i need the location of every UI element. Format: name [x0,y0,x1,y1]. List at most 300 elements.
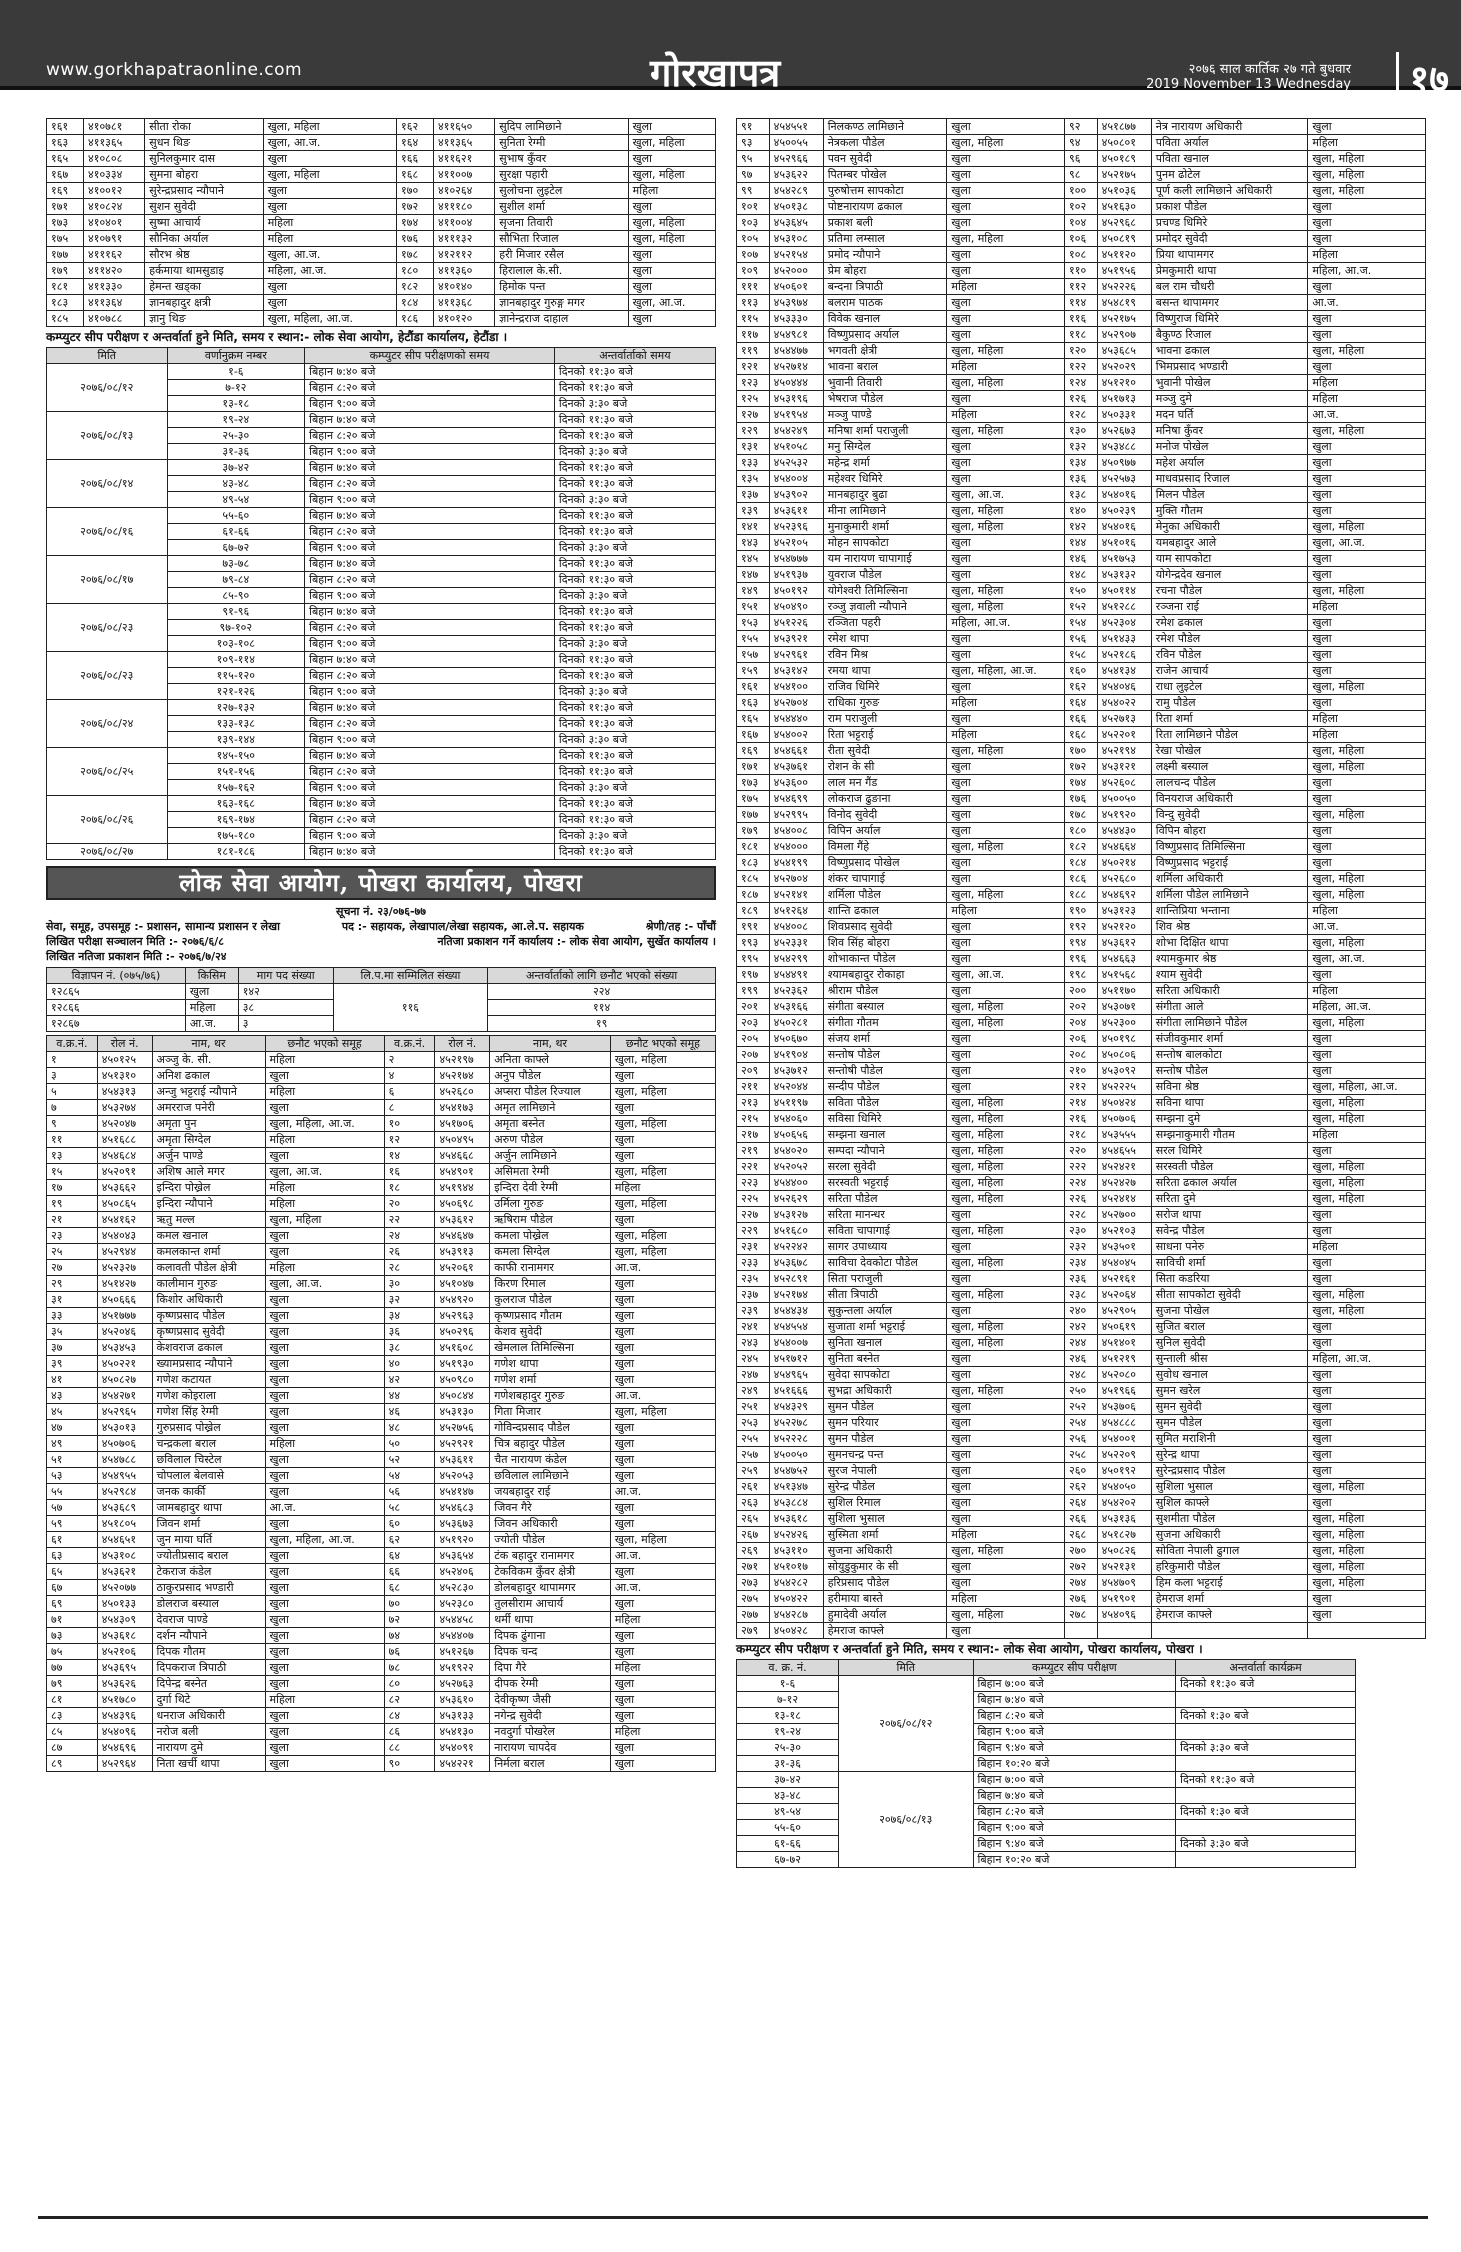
pokhara-cell: खुला, महिला [947,231,1065,247]
pokhara-cell: गणेश शर्मा [490,1372,611,1388]
pokhara-cell: ४५१२१० [1097,375,1151,391]
pokhara-cell: २०२ [1065,999,1098,1015]
pokhara-cell: मिलन पौडेल [1151,487,1308,503]
table-row [47,556,716,572]
pokhara-cell: शान्तिप्रिया भन्ताना [1151,903,1308,919]
hetauda-cell: खुला [628,199,715,215]
pokhara-cell: छविलाल लामिछाने [490,1468,611,1484]
pokhara-cell: ४५२३९६ [769,519,823,535]
pokhara-cell: १७३ [737,775,770,791]
pokhara-cell: भुवानी तिवारी [823,375,947,391]
pokhara-results-table-right [736,118,1426,1639]
pokhara-schedule-table [736,1659,1356,1868]
pokhara-cell: ७७ [47,1660,98,1676]
hetauda-cell: ४१०७८१ [84,119,145,135]
pokhara-cell: ४५४४३४ [769,1303,823,1319]
pokhara-cell: ४५३९०२ [769,487,823,503]
pokhara-cell: सवेन्द्र पौडेल [1151,1223,1308,1239]
schedule-date-cell: २०७६/०८/१७ [47,556,168,604]
pokhara-cell: १७७ [737,807,770,823]
pokhara-cell: ४३ [47,1388,98,1404]
pokhara-cell: २४३ [737,1335,770,1351]
table-row [737,1575,1426,1591]
pokhara-cell: ७६ [384,1644,435,1660]
pokhara-cell: ४५२२२५ [1097,1079,1151,1095]
pokhara-cell: ४५१९२२ [435,1660,490,1676]
pokhara-cell: १२९ [737,423,770,439]
pokhara-cell: ४५३१६६ [769,999,823,1015]
pokhara-cell: ४५२८९१ [769,1271,823,1287]
hetauda-cell: खुला, महिला [628,231,715,247]
schedule-range-cell: १-६ [167,364,305,380]
schedule-interview-time-cell: दिनको ११:३० बजे [554,764,715,780]
table-row [737,887,1426,903]
table-row [47,1148,716,1164]
pokhara-cell: १४८ [1065,567,1098,583]
schedule-interview-time-cell: दिनको ११:३० बजे [554,620,715,636]
adv-cell: ३ [238,1016,333,1032]
pokhara-cell: खुला [1308,439,1426,455]
pokhara-cell: ४५०६७० [769,1031,823,1047]
pokhara-cell: ४५११२० [1097,247,1151,263]
pokhara-cell: २७ [47,1260,98,1276]
pokhara-cell: ठाकुरप्रसाद भण्डारी [152,1580,265,1596]
pokhara-cell: महिला [1308,247,1426,263]
pokhara-cell: ४५३६९५ [97,1660,152,1676]
pokhara-cell: १६५ [737,711,770,727]
table-row [47,1404,716,1420]
pokhara-cell: प्रमोद न्यौपाने [823,247,947,263]
pokhara-cell: २२६ [1065,1191,1098,1207]
pokhara-cell: १८३ [737,855,770,871]
schedule-range-cell: १५१-१५६ [167,764,305,780]
pokhara-cell: ७३ [47,1628,98,1644]
pokhara-cell: ४५१९२० [1097,807,1151,823]
pokhara-cell: खुला [947,455,1065,471]
pokhara-cell: महिला [1308,983,1426,999]
schedule-skill-time-cell: बिहान ९:०० बजे [305,444,555,460]
pokhara-cell: १०२ [1065,199,1098,215]
pokhara-cell: ४५१०१६ [1097,535,1151,551]
pokhara-cell: ४५२७०४ [769,871,823,887]
pokhara-cell: ९४ [1065,135,1098,151]
pokhara-cell: १६० [1065,663,1098,679]
pokhara-cell: अञ्जु के. सी. [152,1052,265,1068]
pokhara-cell: खुला [265,1372,384,1388]
hetauda-cell: सुनिता रेग्मी [495,135,628,151]
pokhara-cell: ४५२६२९ [769,1191,823,1207]
pokhara-cell: खुला, महिला [1308,1111,1426,1127]
pokhara-cell: ३० [384,1276,435,1292]
pokhara-cell: मनु सिग्देल [823,439,947,455]
pokhara-cell: विष्णुप्रसाद भट्टराई [1151,855,1308,871]
pokhara-cell: ४५३०१३ [97,1420,152,1436]
pokhara-cell: अशिष आले मगर [152,1164,265,1180]
hetauda-cell: १७९ [47,263,84,279]
hetauda-cell: १८१ [47,279,84,295]
pokhara-cell: गणेशबहादुर गुरुङ [490,1388,611,1404]
pokhara-cell: ४५४०१६ [1097,519,1151,535]
table-row [47,412,716,428]
pokhara-cell: हेमराज काफ्ले [823,1623,947,1639]
pokhara-cell: १४० [1065,503,1098,519]
pokhara-cell: ४५४४३० [1097,823,1151,839]
pokhara-cell: रमया थापा [823,663,947,679]
hetauda-cell: १७७ [47,247,84,263]
column-header: रोल नं. [435,1036,490,1052]
pokhara-cell: ४५४००७ [769,1335,823,1351]
table-row [737,295,1426,311]
hetauda-cell: सीता रोका [145,119,263,135]
pokhara-cell: खुला [265,1420,384,1436]
schedule-range-cell: १३९-१४४ [167,732,305,748]
table-row [737,791,1426,807]
pokhara-cell: खुला, आ.ज. [265,1276,384,1292]
pokhara-cell: खुला [610,1564,715,1580]
hetauda-cell: ४११३६८ [434,295,495,311]
pokhara-cell: ४५२७६३ [435,1676,490,1692]
pokhara-cell: खुला, महिला [947,1255,1065,1271]
pokhara-cell: खुला [947,1031,1065,1047]
pokhara-cell: ४५४१७३ [435,1100,490,1116]
pokhara-cell: ४५३६८५ [1097,343,1151,359]
table-row [47,1260,716,1276]
pokhara-cell: खुला [947,1351,1065,1367]
table-row [737,183,1426,199]
table-row [47,1468,716,1484]
pokhara-cell: ४५४३९६ [97,1708,152,1724]
pokhara-cell: महिला [947,727,1065,743]
pokhara-cell: खुला [1308,231,1426,247]
pokhara-cell: खुला [947,1063,1065,1079]
schedule-skill-time-cell: बिहान ९:०० बजे [973,1724,1176,1740]
pokhara-cell: ४५३६१० [435,1692,490,1708]
pokhara-cell: कृष्णप्रसाद गौतम [490,1308,611,1324]
table-row [47,1660,716,1676]
pokhara-cell: खुला [947,199,1065,215]
hetauda-cell: महिला [263,231,396,247]
pokhara-cell: ४५४१३० [435,1724,490,1740]
pokhara-cell: २३६ [1065,1271,1098,1287]
pokhara-cell: १३६ [1065,471,1098,487]
hetauda-cell: खुला [628,279,715,295]
pokhara-cell: विनोद सुवेदी [823,807,947,823]
pokhara-cell: ४५३१०८ [769,231,823,247]
pokhara-cell: ४५४७५२ [769,1463,823,1479]
pokhara-results-table-left [46,1035,716,1772]
pokhara-cell: ४५२०४७ [97,1116,152,1132]
pokhara-cell: ४५०७०६ [1097,1111,1151,1127]
pokhara-cell: १५२ [1065,599,1098,615]
pokhara-cell: मदन घर्ति [1151,407,1308,423]
pokhara-cell: २४४ [1065,1335,1098,1351]
site-url: www.gorkhapatraonline.com [46,60,303,80]
pokhara-cell: २८ [384,1260,435,1276]
hetauda-cell: १७१ [47,199,84,215]
column-header: कम्प्युटर सीप परीक्षण [973,1660,1176,1676]
pokhara-cell: खुला, महिला [1308,1303,1426,1319]
pokhara-cell: ९६ [1065,151,1098,167]
pokhara-cell: खुला [1308,615,1426,631]
pokhara-cell: खुला [265,1244,384,1260]
hetauda-cell: ४१०७८८ [84,311,145,327]
pokhara-cell: २१३ [737,1095,770,1111]
pokhara-cell: ४५२०२९ [1097,359,1151,375]
pokhara-cell: अनुप पौडेल [490,1068,611,1084]
pokhara-cell: खुला [947,439,1065,455]
schedule-skill-time-cell: बिहान ८:२० बजे [305,716,555,732]
pokhara-cell: ७० [384,1596,435,1612]
pokhara-cell: सुवेदा सापकोटा [823,1367,947,1383]
pokhara-cell: महिला [610,1612,715,1628]
schedule-range-cell: ३७-४२ [167,460,305,476]
pokhara-cell: २४८ [1065,1367,1098,1383]
pokhara-cell: दुर्गा थिटे [152,1692,265,1708]
table-row [737,679,1426,695]
table-row [47,215,716,231]
hetauda-cell: सुष्मा आचार्य [145,215,263,231]
pokhara-cell: ५२ [384,1452,435,1468]
pokhara-cell: १५८ [1065,647,1098,663]
schedule-interview-time-cell: दिनको ११:३० बजे [554,668,715,684]
pokhara-cell: ४५४३१३ [97,1084,152,1100]
pokhara-cell: खुला, महिला [947,519,1065,535]
pokhara-cell: ४५३६४५ [769,215,823,231]
pokhara-cell: सरला सुवेदी [823,1159,947,1175]
table-row [47,231,716,247]
pokhara-cell: १३५ [737,471,770,487]
pokhara-cell: खुला [947,1207,1065,1223]
pokhara-cell: ४५२४०६ [435,1564,490,1580]
pokhara-cell: खुला [947,1447,1065,1463]
pokhara-cell: धनराज अधिकारी [152,1708,265,1724]
pokhara-cell: ४५१४३३ [1097,631,1151,647]
pokhara-cell: ४५२१०६ [97,1644,152,1660]
schedule-range-cell: ४३-४८ [167,476,305,492]
pokhara-cell: सुशिला भुसाल [1151,1479,1308,1495]
pokhara-cell: ४५३६२२ [769,167,823,183]
schedule-skill-time-cell: बिहान ८:२० बजे [305,764,555,780]
pokhara-cell: श्याम सुवेदी [1151,967,1308,983]
pokhara-cell: ४६ [384,1404,435,1420]
pokhara-cell: ७२ [384,1612,435,1628]
table-row [737,727,1426,743]
pokhara-cell: ९७ [737,167,770,183]
pokhara-cell: ४५१६८० [769,1223,823,1239]
pokhara-cell: १७४ [1065,775,1098,791]
pokhara-cell: २६ [384,1244,435,1260]
pokhara-cell: रञ्जना राई [1151,599,1308,615]
pokhara-cell: ४५००५० [769,1447,823,1463]
pokhara-cell: खुला [947,1431,1065,1447]
table-row [737,167,1426,183]
pokhara-cell: १०६ [1065,231,1098,247]
pokhara-cell: ३१ [47,1292,98,1308]
pokhara-cell: २५४ [1065,1415,1098,1431]
pokhara-cell: १८२ [1065,839,1098,855]
pokhara-cell: साविची शर्मा [1151,1255,1308,1271]
pokhara-cell: खुला, महिला [610,1116,715,1132]
masthead-logo: गोरखापत्र [650,50,781,95]
pokhara-cell: ८५ [47,1724,98,1740]
pokhara-cell: ४५४६४७ [435,1228,490,1244]
schedule-skill-time-cell: बिहान ७:४० बजे [305,844,555,860]
pokhara-cell: ४५३९१३ [435,1244,490,1260]
schedule-interview-time-cell: दिनको ११:३० बजे [554,524,715,540]
hetauda-cell: सौनिका अर्याल [145,231,263,247]
pokhara-cell: ज्योतीप्रसाद बराल [152,1548,265,1564]
schedule-interview-time-cell: दिनको ११:३० बजे [554,556,715,572]
pokhara-cell: प्रतिमा लम्साल [823,231,947,247]
hetauda-cell: सुलोचना लुइटेल [495,183,628,199]
pokhara-cell: नेत्रकला पौडेल [823,135,947,151]
pokhara-cell: खुला [947,935,1065,951]
pokhara-cell: कमला पोख्रेल [490,1228,611,1244]
table-row [737,1207,1426,1223]
pokhara-cell: ४५४८१९ [1097,295,1151,311]
right-column [736,118,1426,1868]
pokhara-cell: विपिन बोहरा [1151,823,1308,839]
pokhara-cell: २०० [1065,983,1098,999]
schedule-skill-time-cell: बिहान ९:४० बजे [973,1740,1176,1756]
pokhara-cell: २० [384,1196,435,1212]
pokhara-cell: महिला [947,407,1065,423]
pokhara-cell: जिवन अधिकारी [490,1516,611,1532]
table-row [47,1644,716,1660]
pokhara-cell: १०० [1065,183,1098,199]
pokhara-cell: ४५२२२८ [769,1431,823,1447]
pokhara-cell: सविना श्रेष्ठ [1151,1079,1308,1095]
pokhara-cell: २५ [47,1244,98,1260]
table-row [737,1319,1426,1335]
pokhara-cell: २६७ [737,1527,770,1543]
pokhara-cell: १९३ [737,935,770,951]
column-header: रोल नं. [97,1036,152,1052]
pokhara-cell: ४८ [384,1420,435,1436]
pokhara-cell: ४५२७०० [1097,1207,1151,1223]
pokhara-cell: खुला [610,1356,715,1372]
pokhara-cell: २६४ [1065,1495,1098,1511]
schedule-interview-time-cell: दिनको ११:३० बजे [554,716,715,732]
pokhara-cell: ४५३५०१ [1097,1239,1151,1255]
pokhara-cell: खुला [1308,695,1426,711]
hetauda-cell: १७३ [47,215,84,231]
pokhara-cell: ४५४००२ [769,727,823,743]
pokhara-cell: सरस्वती भट्टराई [823,1175,947,1191]
pokhara-cell: ४५२९०५ [1097,1303,1151,1319]
pokhara-cell: आ.ज. [1308,295,1426,311]
pokhara-cell: १६४ [1065,695,1098,711]
schedule-interview-time-cell: दिनको ३:३० बजे [1176,1740,1356,1756]
table-row [737,1479,1426,1495]
pokhara-cell: खुला [610,1692,715,1708]
pokhara-cell: महिला [1308,391,1426,407]
pokhara-cell: दिपक गौतम [152,1644,265,1660]
pokhara-cell: ६ [384,1084,435,1100]
table-row [47,844,716,860]
page-header [0,0,1461,101]
pokhara-cell: खुला, महिला [1308,1191,1426,1207]
table-row [737,1495,1426,1511]
pokhara-cell: खुला [947,871,1065,887]
pokhara-cell: ४५२९४४ [97,1244,152,1260]
pokhara-cell: २४७ [737,1367,770,1383]
pokhara-cell: प्रमोदर सुवेदी [1151,231,1308,247]
pokhara-cell: सरिता पौडेल [823,1191,947,1207]
pokhara-cell: खुला [265,1148,384,1164]
pokhara-cell: रविन पौडेल [1151,647,1308,663]
pokhara-cell: खुला, महिला [947,1143,1065,1159]
pokhara-cell: १८४ [1065,855,1098,871]
pokhara-cell: २७८ [1065,1607,1098,1623]
schedule-range-cell: ४९-५४ [167,492,305,508]
hetauda-cell: ज्ञानु थिङ [145,311,263,327]
pokhara-cell: बलराम पाठक [823,295,947,311]
pokhara-cell: सुमन खरेल [1151,1383,1308,1399]
pokhara-cell: खुला, महिला [947,423,1065,439]
pokhara-cell: आ.ज. [1308,407,1426,423]
pokhara-cell: कमल खनाल [152,1228,265,1244]
pokhara-cell: २२३ [737,1175,770,1191]
pokhara-cell: १४ [384,1148,435,1164]
pokhara-cell: अमृता पुन [152,1116,265,1132]
table-row [737,1724,1356,1740]
advertisement-table [46,967,716,1032]
pokhara-cell: खुला [610,1644,715,1660]
pokhara-cell: प्रेम बोहरा [823,263,947,279]
pokhara-cell: ४५२२०९ [1097,1447,1151,1463]
table-row [47,1452,716,1468]
pokhara-cell: खुला [265,1468,384,1484]
pokhara-cell: ४५१८२७ [1097,1527,1151,1543]
pokhara-cell: राधिका गुरुङ [823,695,947,711]
pokhara-cell: ४५४४४० [769,711,823,727]
pokhara-cell: चित्र बहादुर पौडेल [490,1436,611,1452]
pokhara-cell: ४५०८०१ [1097,135,1151,151]
pokhara-cell: १८७ [737,887,770,903]
pokhara-cell: खुला [1308,455,1426,471]
hetauda-cell: खुला [628,151,715,167]
pokhara-cell: गणेश कटायत [152,1372,265,1388]
pokhara-cell: अनिश ढकाल [152,1068,265,1084]
pokhara-cell: ४५२०८० [1097,1367,1151,1383]
pokhara-cell: थर्मी थापा [490,1612,611,1628]
pokhara-cell: १२६ [1065,391,1098,407]
hetauda-cell: १६६ [397,151,434,167]
table-row [47,1244,716,1260]
pokhara-cell: ९० [384,1756,435,1772]
pokhara-cell: ७९ [47,1676,98,1692]
pokhara-cell: २७० [1065,1543,1098,1559]
pokhara-cell: खुला [265,1628,384,1644]
pokhara-cell: २०८ [1065,1047,1098,1063]
hetauda-cell: खुला [628,263,715,279]
pokhara-cell: ४५४९५५ [97,1468,152,1484]
schedule-interview-time-cell: दिनको ११:३० बजे [1176,1772,1356,1788]
pokhara-cell: ४५२०४६ [97,1324,152,1340]
pokhara-cell: असिमता रेग्मी [490,1164,611,1180]
pokhara-cell: खुला [610,1132,715,1148]
pokhara-cell: आ.ज. [610,1388,715,1404]
column-header: अन्तर्वार्ताको लागि छनौट भएको संख्या [488,968,716,984]
pokhara-cell: ४५१२६७ [435,1644,490,1660]
pokhara-cell: खुला [1308,1383,1426,1399]
pokhara-cell: श्यामबहादुर रोकाहा [823,967,947,983]
pokhara-cell: रञ्जु ज्ञवाली न्यौपाने [823,599,947,615]
pokhara-cell: ११७ [737,327,770,343]
pokhara-cell: खुला [947,1559,1065,1575]
table-row [737,551,1426,567]
